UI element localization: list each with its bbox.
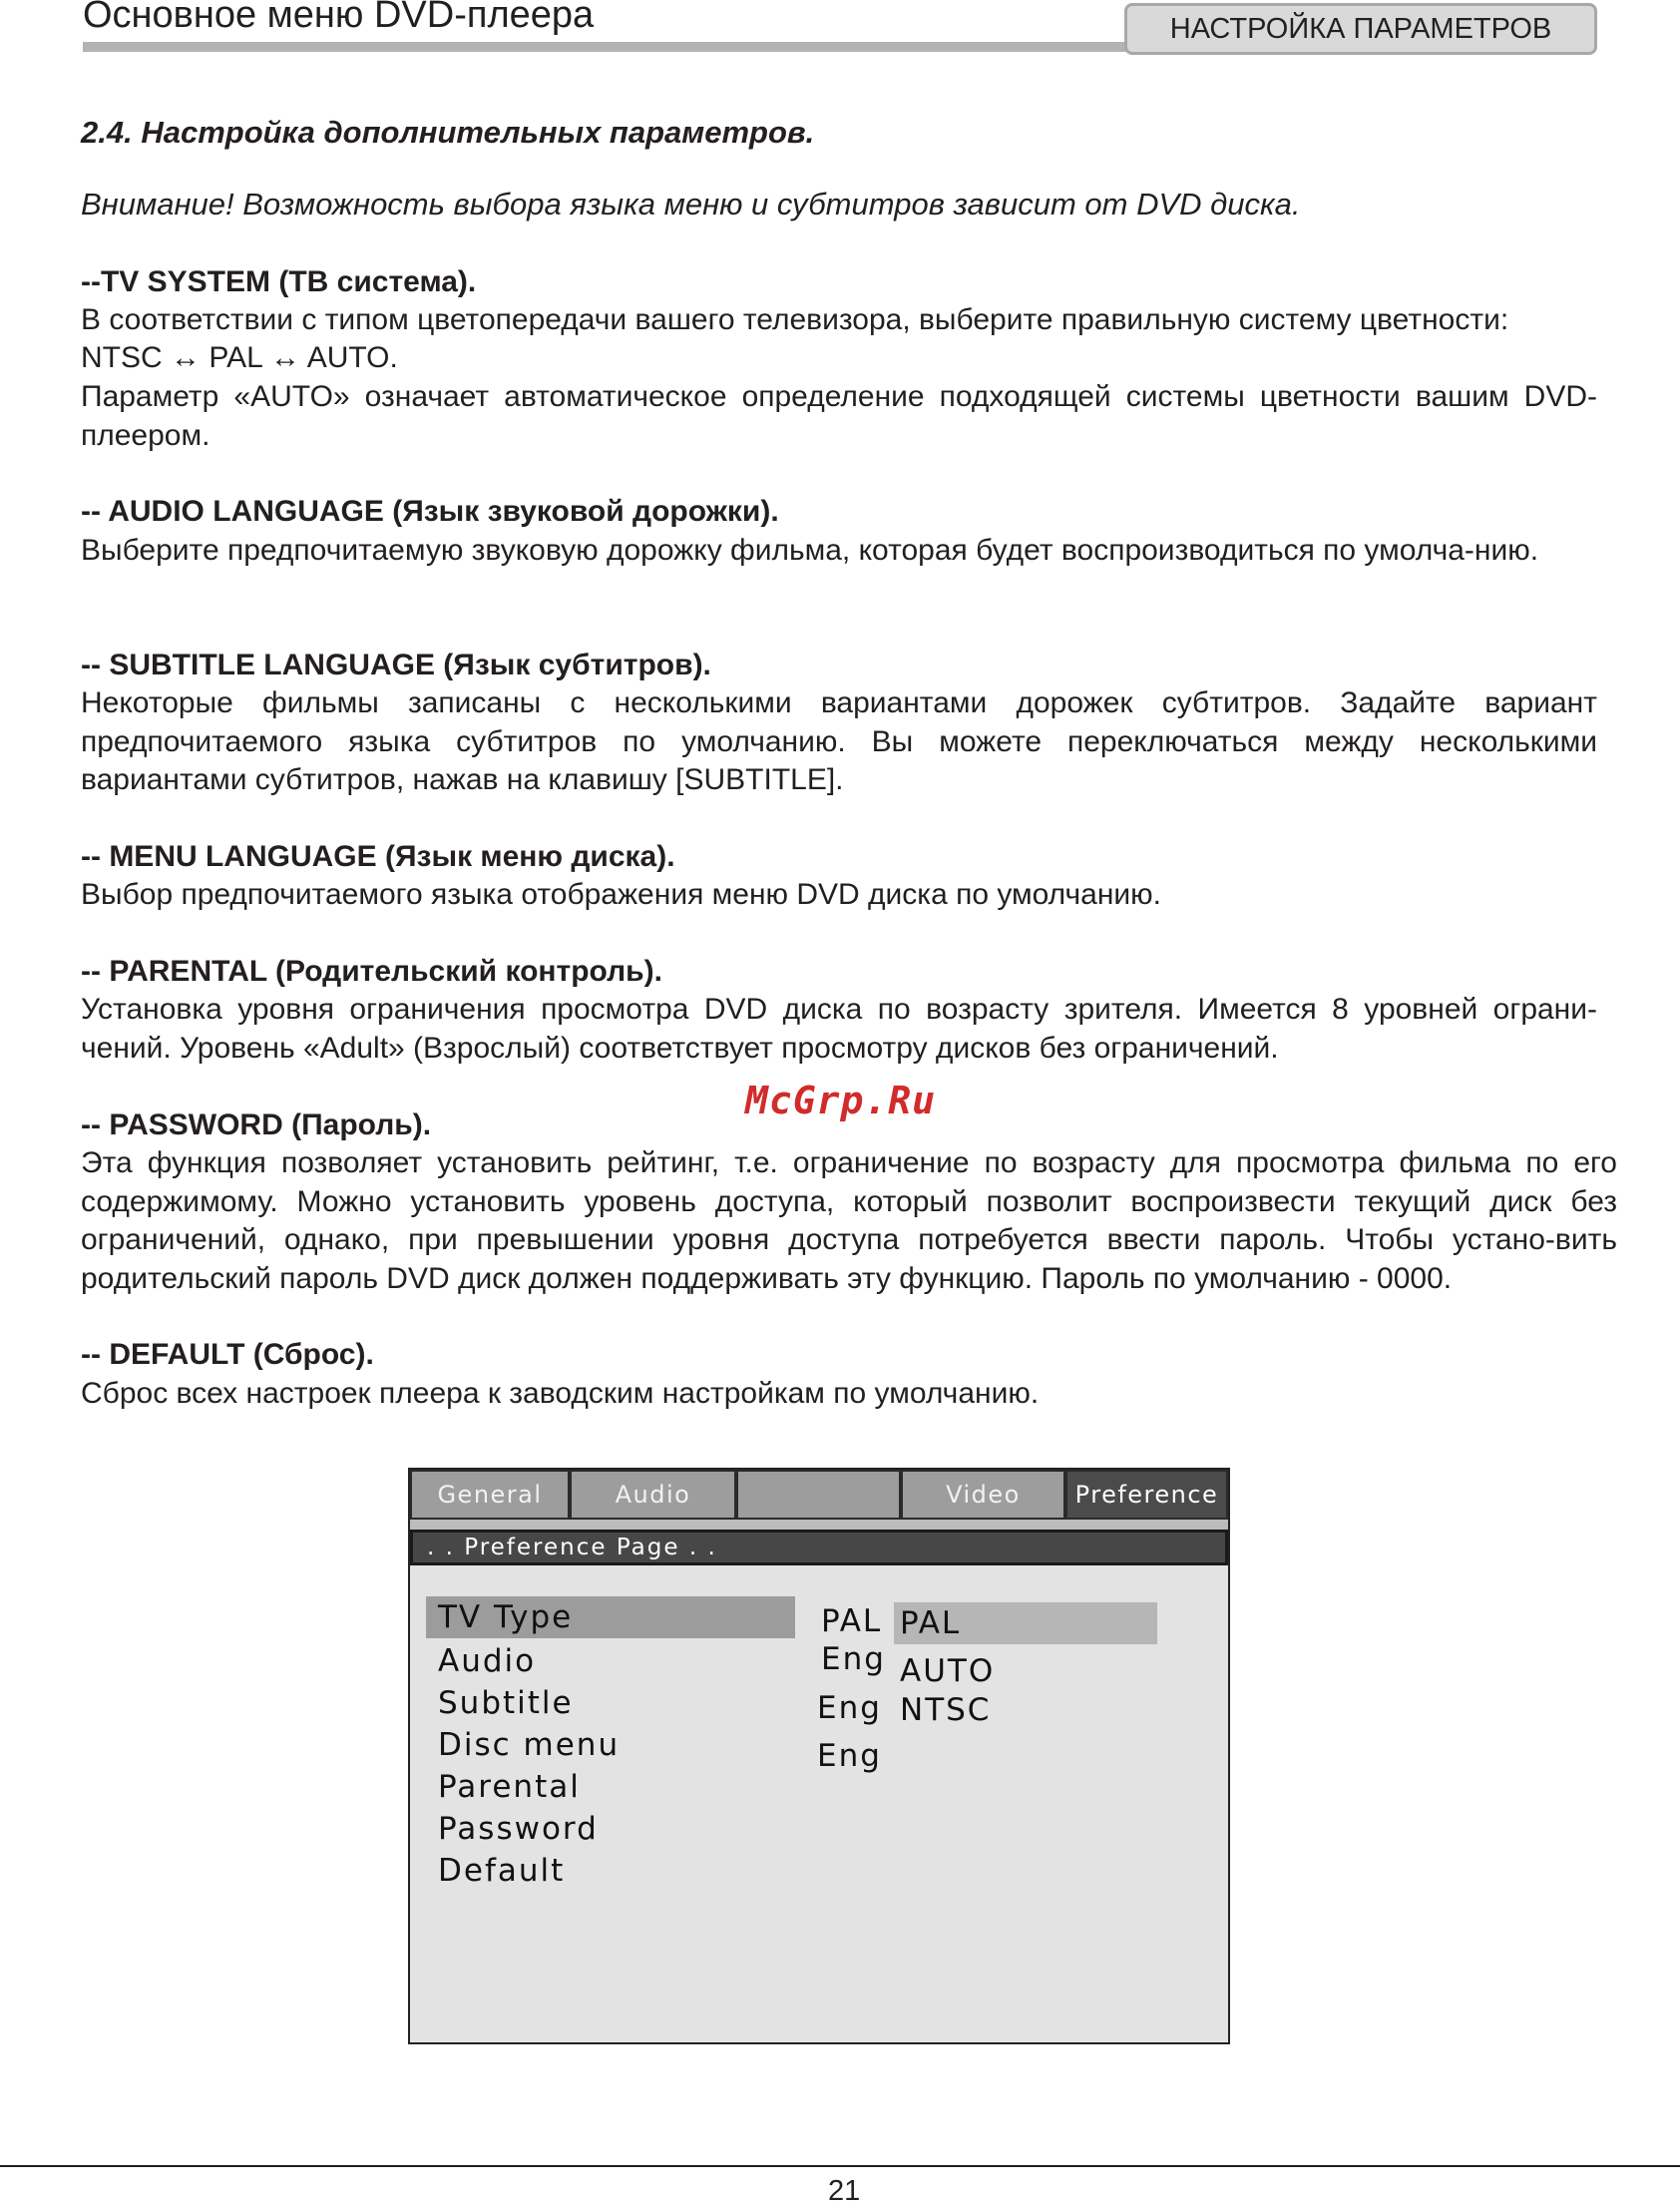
heading-subtitle-language: -- SUBTITLE LANGUAGE (Язык субтитров). [81,649,711,681]
osd-tab-general[interactable]: General [410,1470,570,1520]
osd-item-default[interactable]: Default [438,1853,566,1889]
parental-text: Установка уровня ограничения просмотра DVD диска по возрасту зрителя. Имеется 8 уровней ограни-чений. Уровень «Adult» (Взрослый) соответствует просмотру дисков без ограничений. [81,993,1597,1065]
osd-item-password[interactable]: Password [438,1811,599,1847]
osd-tab-video[interactable]: Video [901,1470,1065,1520]
section-title: 2.4. Настройка дополнительных параметров. [81,115,815,150]
header-rule [83,42,1128,52]
osd-tab-preference[interactable]: Preference [1065,1470,1228,1520]
osd-page-bar: . . Preference Page . . [410,1530,1228,1565]
subtitle-language-text: Некоторые фильмы записаны с несколькими вариантами дорожек субтитров. Задайте вариант предпочитаемого языка субтитров по умолчанию. Вы можете переключаться между несколькими вариантами субтитров, нажав на клавишу [SUBTITLE]. [81,686,1597,796]
section-tab: НАСТРОЙКА ПАРАМЕТРОВ [1124,3,1597,55]
watermark: McGrp.Ru [745,1079,937,1122]
osd-value-audio: Eng [821,1641,886,1677]
heading-audio-language: -- AUDIO LANGUAGE (Язык звуковой дорожки). [81,495,779,528]
osd-option-pal[interactable]: PAL [894,1602,1157,1644]
tv-system-line-1: В соответствии с типом цветопередачи вашего телевизора, выберите правильную систему цветности: [81,303,1509,336]
osd-item-audio[interactable]: Audio [438,1643,537,1679]
heading-menu-language: -- MENU LANGUAGE (Язык меню диска). [81,840,675,873]
tv-system-line-3: Параметр «AUTO» означает автоматическое определение подходящей системы цветности вашим DVD-плеером. [81,380,1597,452]
osd-option-auto[interactable]: AUTO [900,1653,996,1689]
password-text: Эта функция позволяет установить рейтинг, т.е. ограничение по возрасту для просмотра фильма по его содержимому. Можно установить уровень доступа, который позволит воспроизвести текущий диск без ограничений, однако, при превышении уровня доступа потребуется ввести пароль. Чтобы устано-вить родительский пароль DVD диск должен поддерживать эту функцию. Пароль по умолчанию - 0000. [81,1146,1617,1295]
osd-value-subtitle: Eng [817,1690,882,1726]
page-header-title: Основное меню DVD-плеера [83,0,595,36]
osd-tab-empty[interactable] [736,1470,901,1520]
osd-value-tv-type: PAL [821,1603,883,1639]
osd-preference-screen [408,1468,1230,2044]
osd-item-disc-menu[interactable]: Disc menu [438,1727,621,1763]
default-text: Сброс всех настроек плеера к заводским настройкам по умолчанию. [81,1377,1040,1410]
page-number: 21 [828,2175,861,2207]
osd-tab-bar [410,1470,1228,1522]
heading-tv-system: --TV SYSTEM (ТВ система). [81,265,477,298]
heading-default: -- DEFAULT (Сброс). [81,1338,374,1371]
osd-item-parental[interactable]: Parental [438,1769,581,1805]
osd-value-disc-menu: Eng [817,1738,882,1774]
audio-language-text: Выберите предпочитаемую звуковую дорожку фильма, которая будет воспроизводиться по умолча-нию. [81,534,1539,567]
osd-option-ntsc[interactable]: NTSC [900,1692,992,1728]
heading-password: -- PASSWORD (Пароль). [81,1108,432,1141]
osd-item-tv-type[interactable]: TV Type [426,1596,795,1638]
menu-language-text: Выбор предпочитаемого языка отображения меню DVD диска по умолчанию. [81,878,1162,911]
heading-parental: -- PARENTAL (Родительский контроль). [81,955,662,988]
notice: Внимание! Возможность выбора языка меню и субтитров зависит от DVD диска. [81,187,1301,221]
tv-system-line-2: NTSC ↔ PAL ↔ AUTO. [81,341,398,374]
osd-tab-audio[interactable]: Audio [570,1470,736,1520]
footer-rule [0,2165,1680,2167]
osd-item-subtitle[interactable]: Subtitle [438,1685,574,1721]
